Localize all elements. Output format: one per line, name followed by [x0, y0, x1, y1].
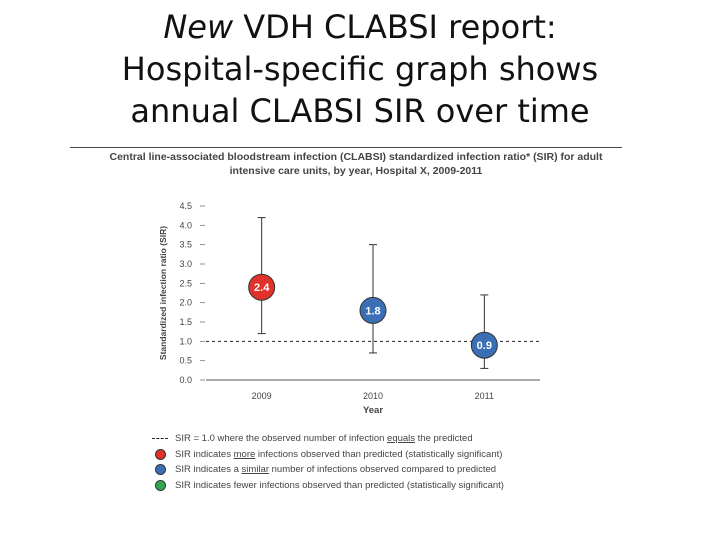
- dashed-line-key: [150, 433, 170, 445]
- slide-title-line-3: annual CLABSI SIR over time: [130, 92, 590, 130]
- y-tick-label: 3.5: [179, 239, 192, 250]
- legend-item: [150, 462, 590, 478]
- legend-item: [150, 478, 590, 494]
- legend-dot-icon: [150, 448, 170, 460]
- legend-text: SIR = 1.0 where the observed number of infection equals the predicted: [175, 433, 473, 445]
- y-tick-label: 0.0: [179, 375, 192, 385]
- sir-point-label: 2.4: [254, 282, 270, 295]
- legend-text: SIR indicates more infections observed than predicted (statistically significant): [175, 448, 503, 460]
- legend-text: SIR indicates a similar number of infections observed compared to predicted: [175, 464, 497, 476]
- y-tick-label: 2.5: [179, 278, 192, 289]
- title-divider: [70, 147, 622, 148]
- legend-text: SIR indicates fewer infections observed than predicted (statistically significant): [175, 479, 504, 491]
- chart-title-line-2: intensive care units, by year, Hospital X, 2009-2011: [229, 165, 483, 177]
- y-tick-label: 1.0: [179, 336, 192, 347]
- slide-title: [0, 6, 720, 132]
- legend-dot-icon: [150, 464, 170, 476]
- y-tick-label: 4.0: [179, 220, 192, 231]
- sir-chart: [150, 196, 570, 421]
- y-axis-label: Standardized infection ratio (SIR): [158, 225, 168, 361]
- y-tick-label: 4.5: [179, 201, 192, 211]
- sir-point-label: 1.8: [365, 305, 381, 318]
- sir-point-label: 0.9: [476, 340, 492, 353]
- legend-item: [150, 431, 590, 447]
- legend-item: [150, 447, 590, 463]
- slide-title-line-1-rest: VDH CLABSI report:: [233, 8, 557, 46]
- y-tick-label: 3.0: [179, 259, 192, 269]
- x-tick-label: 2009: [251, 391, 272, 401]
- slide-title-line-1: [0, 6, 720, 48]
- x-axis-label: Year: [362, 405, 384, 416]
- slide-title-italic: New: [163, 8, 234, 46]
- chart-title-line-1: Central line-associated bloodstream infection (CLABSI) standardized infection ratio* (SIR) for adult: [109, 151, 603, 163]
- slide-title-line-2: Hospital-specific graph shows: [121, 50, 599, 88]
- x-tick-label: 2011: [474, 391, 495, 401]
- x-tick-label: 2010: [362, 391, 384, 401]
- legend-dot-icon: [150, 479, 170, 491]
- y-tick-label: 2.0: [179, 297, 192, 308]
- chart-title: [60, 150, 652, 178]
- y-tick-label: 0.5: [179, 355, 192, 366]
- legend: [150, 431, 590, 493]
- y-tick-label: 1.5: [179, 317, 192, 327]
